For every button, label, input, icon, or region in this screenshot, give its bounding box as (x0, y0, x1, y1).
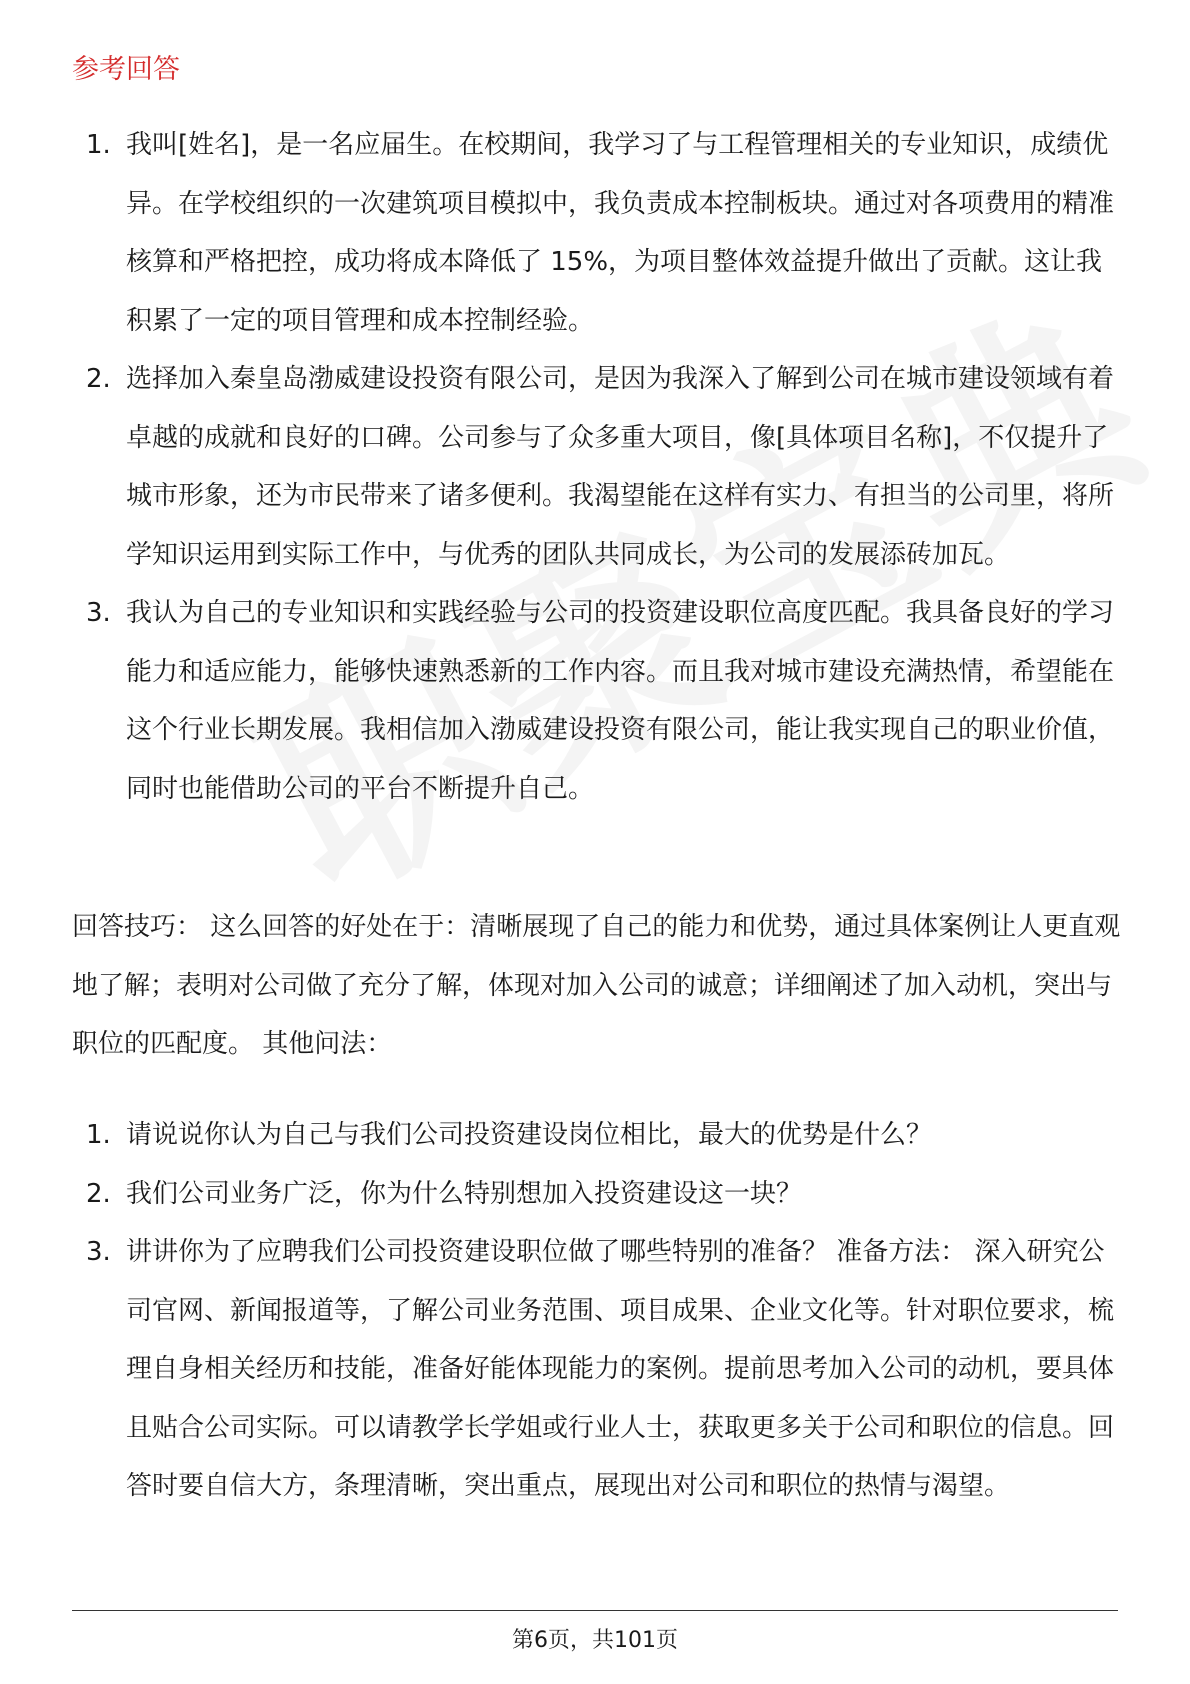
item-number: 1. (86, 1120, 111, 1150)
page-number: 第6页，共101页 (512, 1628, 678, 1653)
item-text: 我们公司业务广泛，你为什么特别想加入投资建设这一块？ (126, 1178, 803, 1209)
item-number: 3. (86, 598, 111, 628)
item-number: 2. (86, 364, 111, 394)
item-number: 2. (86, 1178, 111, 1209)
answer-list (72, 116, 1122, 818)
answer-item (72, 350, 1122, 584)
followup-item (72, 1106, 1122, 1165)
item-number: 1. (86, 130, 111, 160)
item-text: 我叫[姓名]，是一名应届生。在校期间，我学习了与工程管理相关的专业知识，成绩优异。在学校组织的一次建筑项目模拟中，我负责成本控制板块。通过对各项费用的精准核算和严格把控，成功将成本降低了 15%，为项目整体效益提升做出了贡献。这让我积累了一定的项目管理和成本控制经验。 (126, 130, 1115, 336)
item-number: 3. (86, 1237, 111, 1267)
item-text: 讲讲你为了应聘我们公司投资建设职位做了哪些特别的准备？ 准备方法： 深入研究公司官网、新闻报道等，了解公司业务范围、项目成果、企业文化等。针对职位要求，梳理自身相关经历和技能，准备好能体现能力的案例。提前思考加入公司的动机，要具体且贴合公司实际。可以请教学长学姐或行业人士，获取更多关于公司和职位的信息。回答时要自信大方，条理清晰，突出重点，展现出对公司和职位的热情与渴望。 (126, 1237, 1115, 1501)
followup-item (72, 1165, 1122, 1224)
answer-item (72, 584, 1122, 818)
item-text: 请说说你认为自己与我们公司投资建设岗位相比，最大的优势是什么？ (126, 1120, 933, 1150)
item-text: 选择加入秦皇岛渤威建设投资有限公司，是因为我深入了解到公司在城市建设领域有着卓越的成就和良好的口碑。公司参与了众多重大项目，像[具体项目名称]，不仅提升了城市形象，还为市民带来了诸多便利。我渴望能在这样有实力、有担当的公司里，将所学知识运用到实际工作中，与优秀的团队共同成长，为公司的发展添砖加瓦。 (126, 364, 1115, 570)
item-text: 我认为自己的专业知识和实践经验与公司的投资建设职位高度匹配。我具备良好的学习能力和适应能力，能够快速熟悉新的工作内容。而且我对城市建设充满热情，希望能在这个行业长期发展。我相信加入渤威建设投资有限公司，能让我实现自己的职业价值，同时也能借助公司的平台不断提升自己。 (126, 598, 1115, 804)
footer-divider (72, 1610, 1118, 1611)
tips-paragraph: 回答技巧： 这么回答的好处在于：清晰展现了自己的能力和优势，通过具体案例让人更直观地了解；表明对公司做了充分了解，体现对加入公司的诚意；详细阐述了加入动机，突出与职位的匹配度。 其他问法： (72, 912, 1121, 1059)
answer-item (72, 116, 1122, 350)
section-title: 参考回答 (72, 54, 180, 85)
followup-item (72, 1223, 1122, 1516)
followup-list (72, 1106, 1122, 1516)
